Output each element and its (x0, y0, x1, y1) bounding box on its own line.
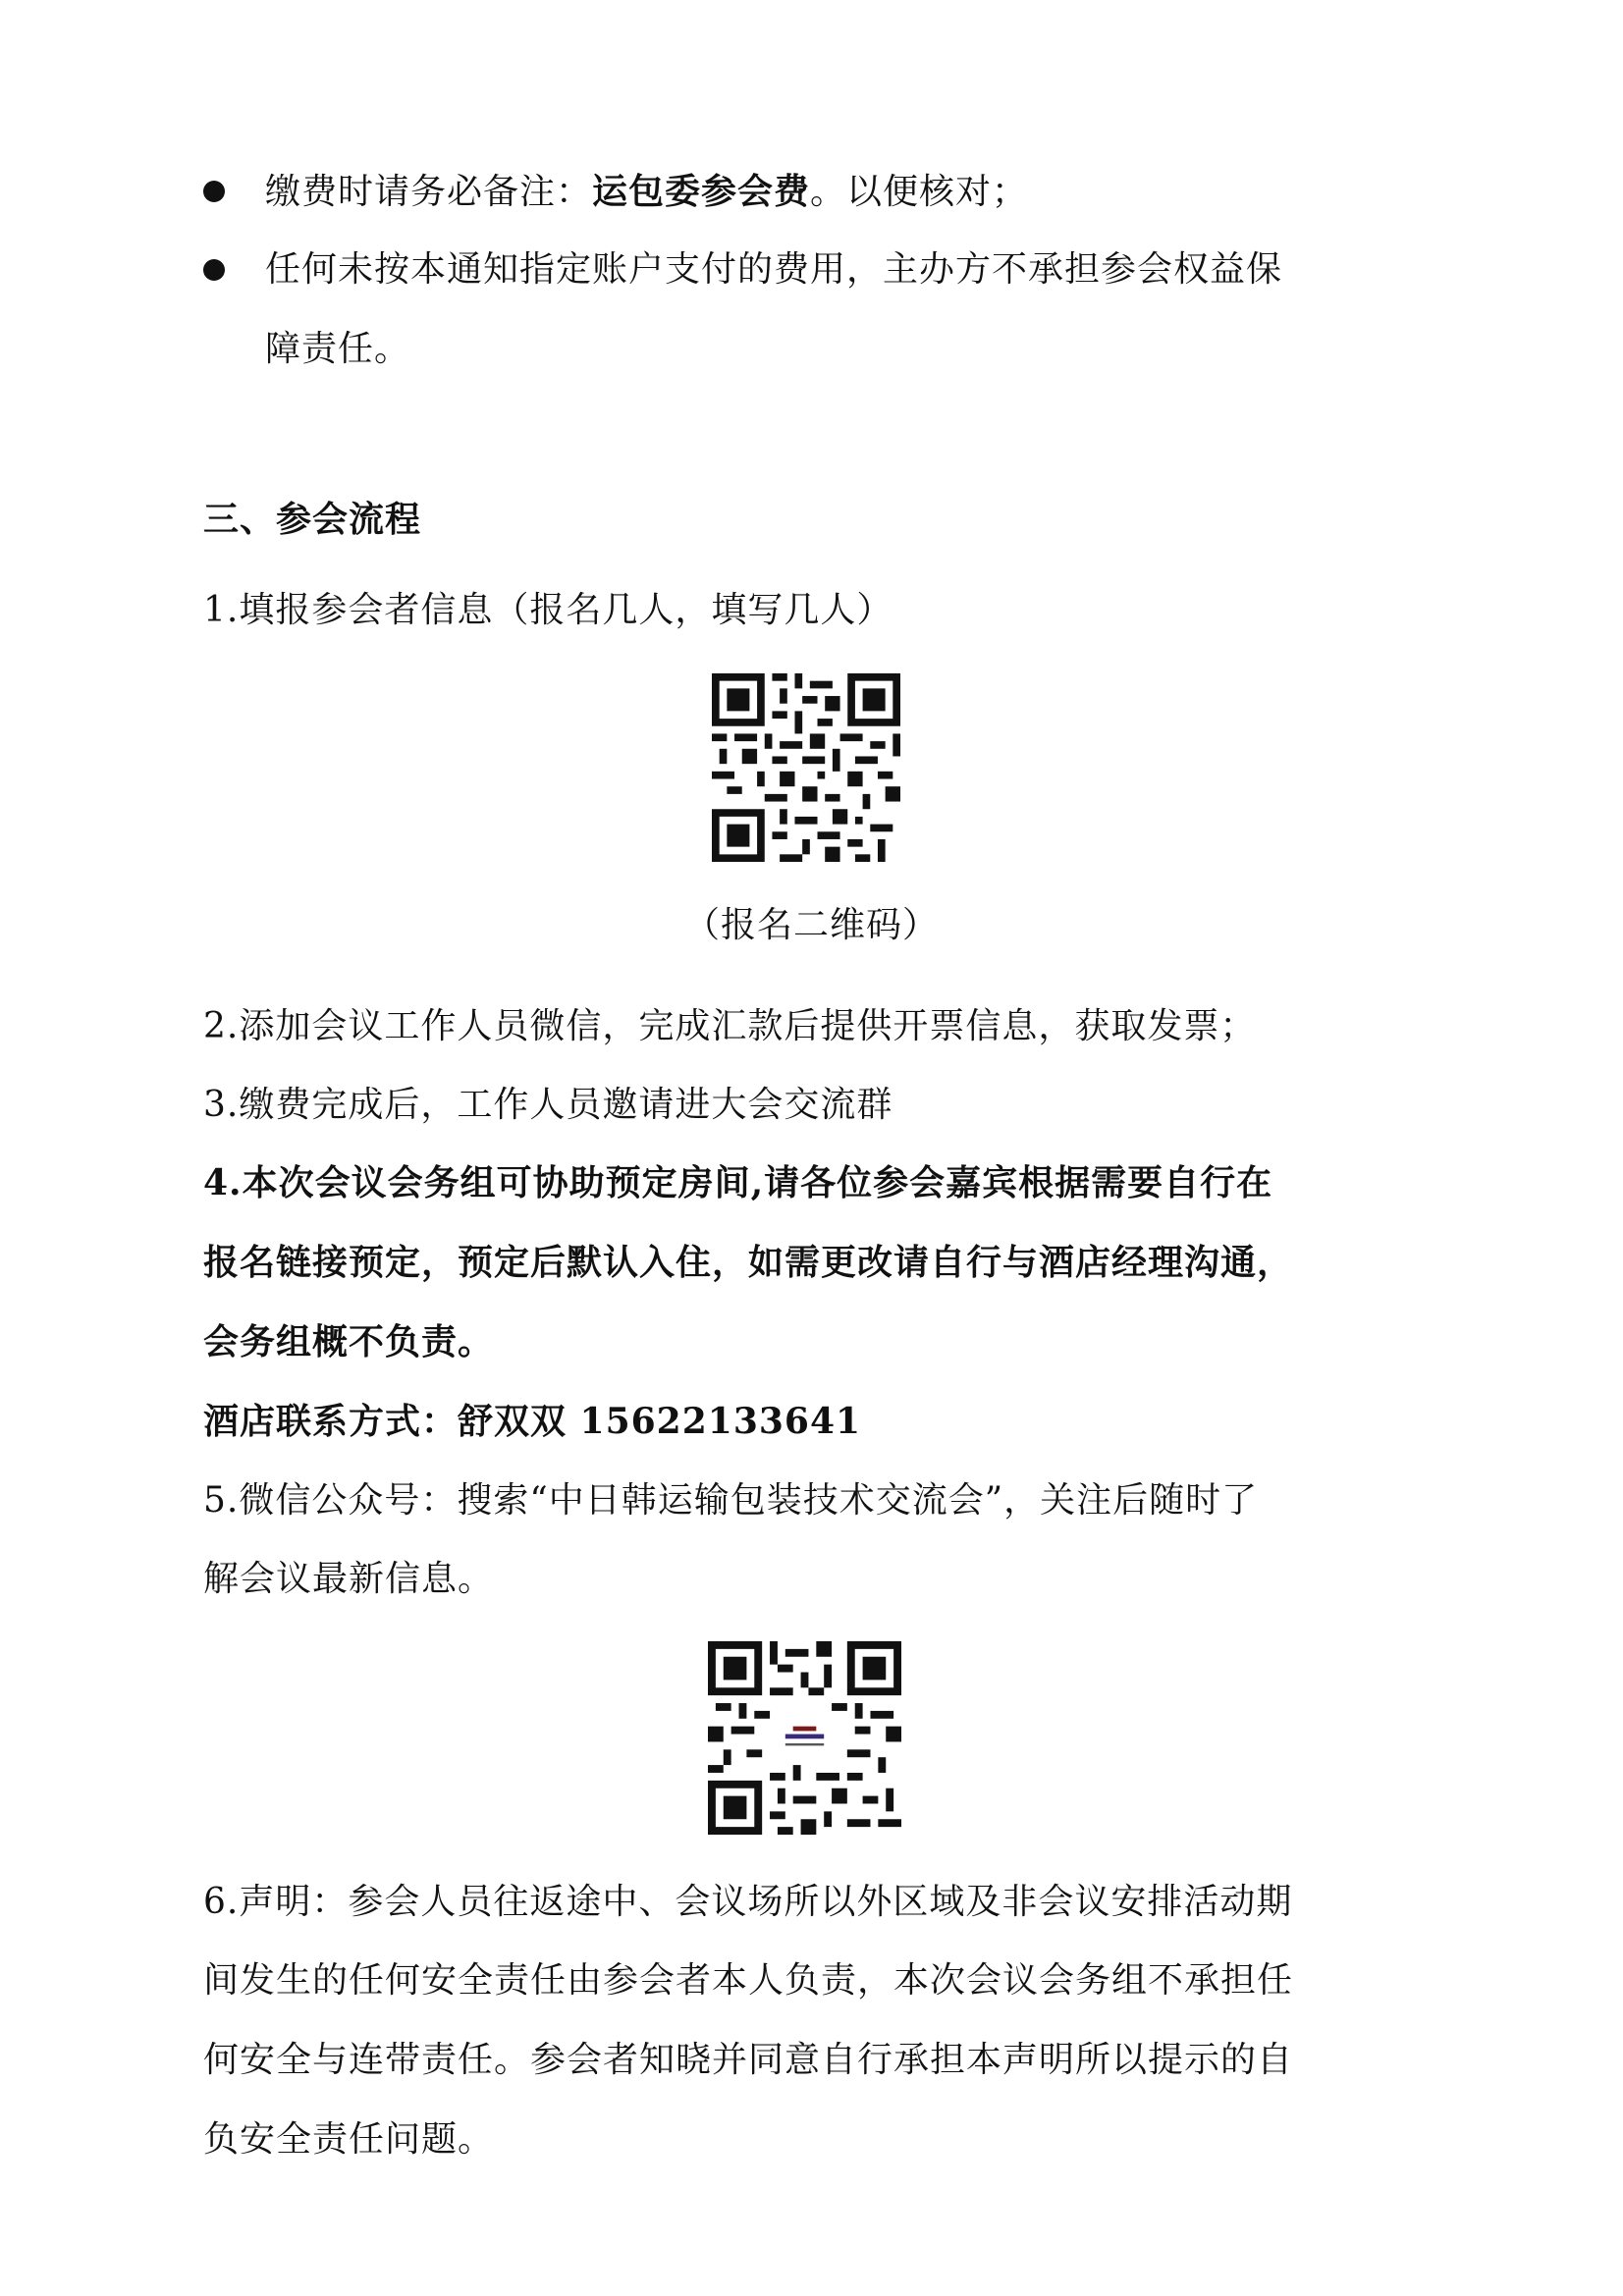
bullet-payment-note (265, 170, 1028, 214)
step-4-line1: 4.本次会议会务组可协助预定房间,请各位参会嘉宾根据需要自行在 (203, 1162, 1273, 1203)
step-1-text: 1.填报参会者信息（报名几人，填写几人） (203, 590, 893, 630)
step-4-line3: 会务组概不负责。 (203, 1321, 495, 1362)
registration-qr-code (712, 673, 900, 862)
step-6-line4: 负安全责任问题。 (203, 2119, 495, 2160)
bullet-dot-icon (203, 181, 225, 202)
qr-registration-caption: （报名二维码） (683, 905, 939, 945)
step-6-line1: 6.声明：参会人员往返途中、会议场所以外区域及非会议安排活动期 (203, 1882, 1293, 1922)
step-4-line2: 报名链接预定，预定后默认入住，如需更改请自行与酒店经理沟通， (203, 1242, 1294, 1283)
bullet-payment-suffix: 。以便核对； (810, 172, 1029, 212)
step-3-text: 3.缴费完成后，工作人员邀请进大会交流群 (203, 1085, 893, 1125)
wechat-official-account-qr-code (708, 1641, 901, 1835)
hotel-contact: 酒店联系方式：舒双双 15622133641 (203, 1401, 862, 1442)
step-2-text: 2.添加会议工作人员微信，完成汇款后提供开票信息，获取发票； (203, 1006, 1257, 1046)
bullet-payment-bold: 运包委参会费 (592, 171, 811, 212)
section-title: 三、参会流程 (203, 500, 422, 540)
step-6-line2: 间发生的任何安全责任由参会者本人负责，本次会议会务组不承担任 (203, 1960, 1294, 2001)
step-5-line2: 解会议最新信息。 (203, 1559, 495, 1599)
step-6-line3: 何安全与连带责任。参会者知晓并同意自行承担本声明所以提示的自 (203, 2040, 1294, 2080)
bullet-payment-prefix: 缴费时请务必备注： (265, 172, 593, 212)
bullet-disclaimer-line1: 任何未按本通知指定账户支付的费用，主办方不承担参会权益保 (265, 249, 1283, 290)
bullet-disclaimer-line2: 障责任。 (265, 329, 411, 369)
bullet-dot-icon (203, 259, 225, 281)
step-5-line1: 5.微信公众号：搜索“中日韩运输包装技术交流会”，关注后随时了 (203, 1480, 1259, 1521)
